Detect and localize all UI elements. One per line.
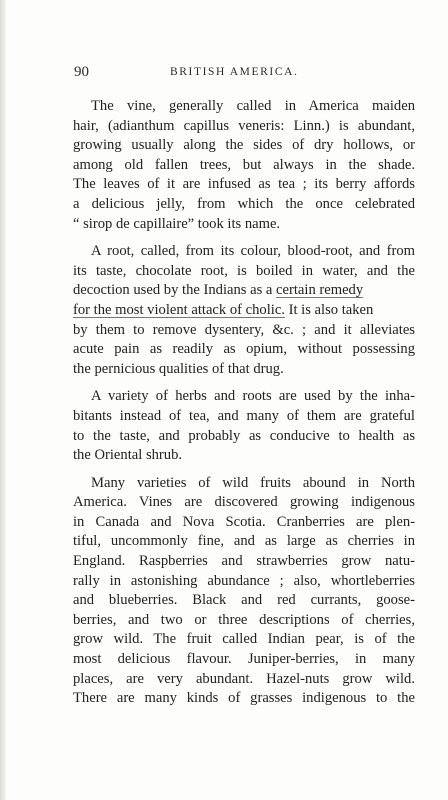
text-line: growing usually along the sides of dry hollows, or bbox=[73, 137, 415, 154]
text-line: Many varieties of wild fruits abound in North bbox=[91, 474, 415, 491]
text-line: its taste, chocolate root, is boiled in water, and the bbox=[73, 262, 415, 279]
page-number: 90 bbox=[74, 64, 89, 80]
text-line: by them to remove dysentery, &c. ; and it alleviates bbox=[73, 321, 415, 338]
text-line: The leaves of it are infused as tea ; its berry affords bbox=[73, 176, 415, 193]
text-line: tiful, uncommonly fine, and as large as cherries in bbox=[73, 533, 415, 550]
paragraph-vine bbox=[73, 97, 415, 234]
paragraph-fruits bbox=[73, 474, 415, 709]
text-line: grow wild. The fruit called Indian pear, is of the bbox=[73, 631, 415, 648]
text-line: There are many kinds of grasses indigenous to the bbox=[73, 690, 415, 707]
text-line: America. Vines are discovered growing indigenous bbox=[73, 494, 415, 511]
text-line: England. Raspberries and strawberries grow natu- bbox=[73, 553, 415, 570]
paragraph-blood-root bbox=[73, 242, 415, 379]
text-line-with-underline bbox=[73, 281, 415, 301]
text-line-with-underline bbox=[73, 301, 415, 321]
paragraph-herbs bbox=[73, 387, 415, 465]
text-line: to the taste, and probably as conducive to health as bbox=[73, 427, 415, 444]
text-line: The vine, generally called in America maiden bbox=[91, 98, 415, 114]
underlined-phrase: certain remedy bbox=[276, 282, 364, 299]
text-line: a delicious jelly, from which the once celebrated bbox=[73, 195, 415, 212]
text-line: rally in astonishing abundance ; also, whortleberries bbox=[73, 572, 415, 589]
underlined-phrase: for the most violent attack of cholic. bbox=[73, 301, 285, 318]
text-line: among old fallen trees, but always in the shade. bbox=[73, 156, 415, 173]
text-line: the Oriental shrub. bbox=[73, 447, 183, 464]
text-line: most delicious flavour. Juniper-berries, in many bbox=[73, 651, 415, 668]
text-line: “ sirop de capillaire” took its name. bbox=[73, 215, 281, 232]
text-line: berries, and two or three descriptions of cherries, bbox=[73, 611, 415, 628]
page-edge-shadow bbox=[0, 0, 6, 800]
running-head bbox=[74, 64, 414, 84]
text-line: and blueberries. Black and red currants, goose- bbox=[73, 592, 415, 609]
text-line: acute pain as readily as opium, without possessing bbox=[73, 341, 415, 358]
text-segment: decoction used by the Indians as a bbox=[73, 282, 277, 299]
text-line: places, are very abundant. Hazel-nuts grow wild. bbox=[73, 670, 415, 687]
text-line: in Canada and Nova Scotia. Cranberries are plen- bbox=[73, 513, 415, 530]
text-segment: It is also taken bbox=[284, 301, 374, 318]
text-line: the pernicious qualities of that drug. bbox=[73, 360, 284, 377]
text-line: A variety of herbs and roots are used by the inha- bbox=[91, 388, 415, 405]
running-title: BRITISH AMERICA. bbox=[170, 66, 299, 78]
text-line: bitants instead of tea, and many of them are grateful bbox=[73, 407, 415, 424]
body-text bbox=[73, 97, 415, 717]
text-line: A root, called, from its colour, blood-root, and from bbox=[91, 243, 415, 260]
text-line: hair, (adianthum capillus veneris: Linn.) is abundant, bbox=[73, 117, 415, 134]
